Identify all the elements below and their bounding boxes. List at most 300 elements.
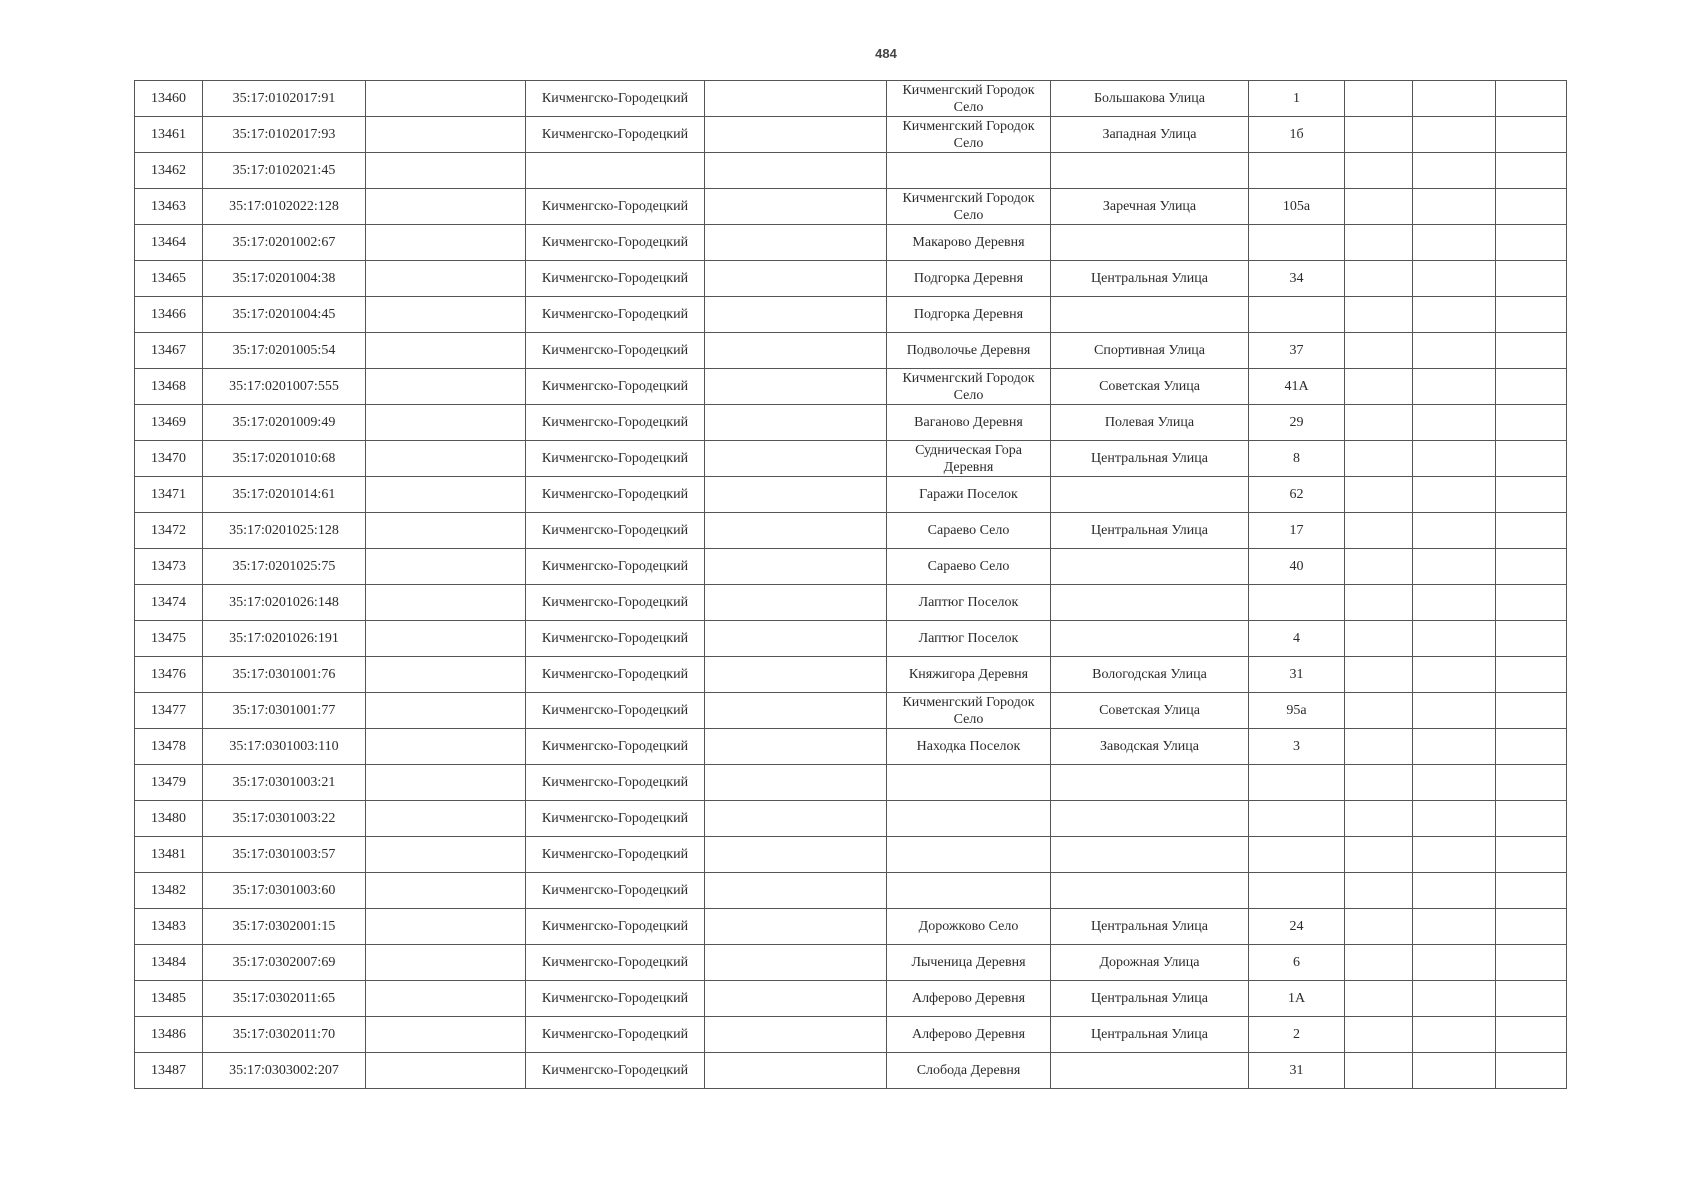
street-cell: Центральная Улица <box>1051 441 1249 477</box>
empty-cell-a <box>366 333 526 369</box>
district-cell: Кичменгско-Городецкий <box>526 1053 705 1089</box>
street-cell: Заводская Улица <box>1051 729 1249 765</box>
empty-cell-c <box>1345 405 1413 441</box>
empty-cell-e <box>1496 549 1567 585</box>
row-number-cell: 13471 <box>135 477 203 513</box>
house-number-cell: 3 <box>1249 729 1345 765</box>
row-number-cell: 13473 <box>135 549 203 585</box>
table-row <box>135 153 1567 189</box>
row-number-cell: 13464 <box>135 225 203 261</box>
empty-cell-e <box>1496 729 1567 765</box>
district-cell: Кичменгско-Городецкий <box>526 261 705 297</box>
empty-cell-d <box>1413 405 1496 441</box>
row-number-cell: 13467 <box>135 333 203 369</box>
empty-cell-e <box>1496 369 1567 405</box>
cadastral-number-cell: 35:17:0102022:128 <box>203 189 366 225</box>
empty-cell-a <box>366 585 526 621</box>
table-body <box>135 81 1567 1089</box>
empty-cell-c <box>1345 117 1413 153</box>
empty-cell-d <box>1413 621 1496 657</box>
empty-cell-a <box>366 909 526 945</box>
cadastral-number-cell: 35:17:0201002:67 <box>203 225 366 261</box>
settlement-cell: Судническая Гора Деревня <box>887 441 1051 477</box>
empty-cell-c <box>1345 837 1413 873</box>
empty-cell-d <box>1413 153 1496 189</box>
empty-cell-e <box>1496 405 1567 441</box>
empty-cell-e <box>1496 1017 1567 1053</box>
empty-cell-d <box>1413 297 1496 333</box>
house-number-cell: 34 <box>1249 261 1345 297</box>
empty-cell-a <box>366 873 526 909</box>
empty-cell-c <box>1345 549 1413 585</box>
house-number-cell: 4 <box>1249 621 1345 657</box>
house-number-cell <box>1249 765 1345 801</box>
district-cell: Кичменгско-Городецкий <box>526 909 705 945</box>
empty-cell-c <box>1345 189 1413 225</box>
street-cell: Вологодская Улица <box>1051 657 1249 693</box>
settlement-cell: Княжигора Деревня <box>887 657 1051 693</box>
empty-cell-a <box>366 729 526 765</box>
empty-cell-e <box>1496 909 1567 945</box>
table-row <box>135 945 1567 981</box>
table-row <box>135 225 1567 261</box>
empty-cell-b <box>705 549 887 585</box>
settlement-cell: Алферово Деревня <box>887 981 1051 1017</box>
empty-cell-b <box>705 1053 887 1089</box>
district-cell: Кичменгско-Городецкий <box>526 189 705 225</box>
empty-cell-d <box>1413 837 1496 873</box>
district-cell: Кичменгско-Городецкий <box>526 441 705 477</box>
street-cell <box>1051 549 1249 585</box>
house-number-cell <box>1249 153 1345 189</box>
cadastral-number-cell: 35:17:0303002:207 <box>203 1053 366 1089</box>
empty-cell-d <box>1413 981 1496 1017</box>
empty-cell-c <box>1345 81 1413 117</box>
empty-cell-c <box>1345 909 1413 945</box>
empty-cell-c <box>1345 621 1413 657</box>
empty-cell-b <box>705 225 887 261</box>
street-cell: Центральная Улица <box>1051 1017 1249 1053</box>
table-row <box>135 513 1567 549</box>
empty-cell-b <box>705 117 887 153</box>
table-row <box>135 657 1567 693</box>
empty-cell-a <box>366 441 526 477</box>
empty-cell-d <box>1413 261 1496 297</box>
empty-cell-d <box>1413 441 1496 477</box>
cadastral-number-cell: 35:17:0102017:91 <box>203 81 366 117</box>
house-number-cell: 95а <box>1249 693 1345 729</box>
settlement-cell: Алферово Деревня <box>887 1017 1051 1053</box>
street-cell <box>1051 621 1249 657</box>
district-cell: Кичменгско-Городецкий <box>526 801 705 837</box>
settlement-cell: Лаптюг Поселок <box>887 585 1051 621</box>
empty-cell-c <box>1345 693 1413 729</box>
empty-cell-d <box>1413 801 1496 837</box>
empty-cell-c <box>1345 153 1413 189</box>
district-cell: Кичменгско-Городецкий <box>526 333 705 369</box>
empty-cell-b <box>705 153 887 189</box>
empty-cell-e <box>1496 621 1567 657</box>
house-number-cell: 8 <box>1249 441 1345 477</box>
empty-cell-d <box>1413 657 1496 693</box>
house-number-cell <box>1249 225 1345 261</box>
empty-cell-b <box>705 81 887 117</box>
street-cell: Центральная Улица <box>1051 513 1249 549</box>
row-number-cell: 13465 <box>135 261 203 297</box>
district-cell: Кичменгско-Городецкий <box>526 1017 705 1053</box>
empty-cell-e <box>1496 981 1567 1017</box>
cadastral-number-cell: 35:17:0201025:75 <box>203 549 366 585</box>
empty-cell-c <box>1345 945 1413 981</box>
empty-cell-b <box>705 189 887 225</box>
row-number-cell: 13466 <box>135 297 203 333</box>
district-cell: Кичменгско-Городецкий <box>526 513 705 549</box>
row-number-cell: 13462 <box>135 153 203 189</box>
empty-cell-a <box>366 693 526 729</box>
empty-cell-e <box>1496 513 1567 549</box>
empty-cell-c <box>1345 297 1413 333</box>
table-row <box>135 801 1567 837</box>
district-cell: Кичменгско-Городецкий <box>526 873 705 909</box>
house-number-cell: 2 <box>1249 1017 1345 1053</box>
empty-cell-b <box>705 909 887 945</box>
empty-cell-c <box>1345 333 1413 369</box>
empty-cell-a <box>366 297 526 333</box>
table-row <box>135 585 1567 621</box>
street-cell <box>1051 585 1249 621</box>
empty-cell-b <box>705 801 887 837</box>
empty-cell-d <box>1413 585 1496 621</box>
table-row <box>135 369 1567 405</box>
empty-cell-d <box>1413 873 1496 909</box>
settlement-cell: Сараево Село <box>887 549 1051 585</box>
table-row <box>135 405 1567 441</box>
empty-cell-a <box>366 225 526 261</box>
district-cell: Кичменгско-Городецкий <box>526 81 705 117</box>
empty-cell-c <box>1345 1053 1413 1089</box>
cadastral-number-cell: 35:17:0201025:128 <box>203 513 366 549</box>
cadastral-number-cell: 35:17:0201014:61 <box>203 477 366 513</box>
district-cell: Кичменгско-Городецкий <box>526 369 705 405</box>
settlement-cell: Находка Поселок <box>887 729 1051 765</box>
settlement-cell: Ваганово Деревня <box>887 405 1051 441</box>
table-row <box>135 729 1567 765</box>
district-cell: Кичменгско-Городецкий <box>526 765 705 801</box>
empty-cell-d <box>1413 945 1496 981</box>
street-cell <box>1051 1053 1249 1089</box>
street-cell: Спортивная Улица <box>1051 333 1249 369</box>
district-cell: Кичменгско-Городецкий <box>526 549 705 585</box>
street-cell: Большакова Улица <box>1051 81 1249 117</box>
empty-cell-a <box>366 549 526 585</box>
cadastral-number-cell: 35:17:0301001:77 <box>203 693 366 729</box>
table-row <box>135 1017 1567 1053</box>
house-number-cell: 31 <box>1249 1053 1345 1089</box>
empty-cell-d <box>1413 333 1496 369</box>
house-number-cell: 24 <box>1249 909 1345 945</box>
table-row <box>135 261 1567 297</box>
cadastral-number-cell: 35:17:0301003:57 <box>203 837 366 873</box>
table-row <box>135 765 1567 801</box>
settlement-cell <box>887 765 1051 801</box>
empty-cell-c <box>1345 477 1413 513</box>
house-number-cell <box>1249 873 1345 909</box>
row-number-cell: 13470 <box>135 441 203 477</box>
house-number-cell: 40 <box>1249 549 1345 585</box>
district-cell: Кичменгско-Городецкий <box>526 585 705 621</box>
empty-cell-d <box>1413 549 1496 585</box>
district-cell: Кичменгско-Городецкий <box>526 117 705 153</box>
street-cell <box>1051 477 1249 513</box>
cadastral-number-cell: 35:17:0201010:68 <box>203 441 366 477</box>
district-cell: Кичменгско-Городецкий <box>526 405 705 441</box>
empty-cell-c <box>1345 441 1413 477</box>
settlement-cell: Кичменгский Городок Село <box>887 117 1051 153</box>
house-number-cell: 1 <box>1249 81 1345 117</box>
house-number-cell <box>1249 801 1345 837</box>
empty-cell-a <box>366 945 526 981</box>
empty-cell-d <box>1413 117 1496 153</box>
cadastral-number-cell: 35:17:0302001:15 <box>203 909 366 945</box>
settlement-cell: Лыченица Деревня <box>887 945 1051 981</box>
page-number: 484 <box>875 46 897 61</box>
district-cell: Кичменгско-Городецкий <box>526 945 705 981</box>
house-number-cell: 29 <box>1249 405 1345 441</box>
row-number-cell: 13486 <box>135 1017 203 1053</box>
district-cell: Кичменгско-Городецкий <box>526 729 705 765</box>
table-row <box>135 981 1567 1017</box>
empty-cell-e <box>1496 297 1567 333</box>
empty-cell-e <box>1496 801 1567 837</box>
street-cell: Советская Улица <box>1051 693 1249 729</box>
district-cell <box>526 153 705 189</box>
street-cell: Полевая Улица <box>1051 405 1249 441</box>
cadastral-number-cell: 35:17:0301001:76 <box>203 657 366 693</box>
empty-cell-e <box>1496 441 1567 477</box>
cadastral-number-cell: 35:17:0301003:60 <box>203 873 366 909</box>
empty-cell-b <box>705 945 887 981</box>
empty-cell-d <box>1413 729 1496 765</box>
house-number-cell: 41А <box>1249 369 1345 405</box>
street-cell: Советская Улица <box>1051 369 1249 405</box>
cadastral-number-cell: 35:17:0201007:555 <box>203 369 366 405</box>
settlement-cell: Кичменгский Городок Село <box>887 189 1051 225</box>
empty-cell-b <box>705 441 887 477</box>
house-number-cell: 17 <box>1249 513 1345 549</box>
settlement-cell: Дорожково Село <box>887 909 1051 945</box>
empty-cell-b <box>705 621 887 657</box>
table-row <box>135 477 1567 513</box>
street-cell <box>1051 225 1249 261</box>
cadastral-number-cell: 35:17:0201026:191 <box>203 621 366 657</box>
empty-cell-b <box>705 513 887 549</box>
house-number-cell: 62 <box>1249 477 1345 513</box>
house-number-cell: 37 <box>1249 333 1345 369</box>
empty-cell-e <box>1496 261 1567 297</box>
empty-cell-a <box>366 369 526 405</box>
empty-cell-b <box>705 369 887 405</box>
empty-cell-a <box>366 117 526 153</box>
empty-cell-b <box>705 333 887 369</box>
cadastral-number-cell: 35:17:0201009:49 <box>203 405 366 441</box>
row-number-cell: 13479 <box>135 765 203 801</box>
empty-cell-e <box>1496 333 1567 369</box>
district-cell: Кичменгско-Городецкий <box>526 477 705 513</box>
table-row <box>135 189 1567 225</box>
empty-cell-a <box>366 189 526 225</box>
empty-cell-b <box>705 585 887 621</box>
empty-cell-e <box>1496 765 1567 801</box>
empty-cell-b <box>705 1017 887 1053</box>
table-row <box>135 441 1567 477</box>
empty-cell-e <box>1496 189 1567 225</box>
empty-cell-e <box>1496 81 1567 117</box>
empty-cell-a <box>366 981 526 1017</box>
empty-cell-e <box>1496 837 1567 873</box>
table-row <box>135 909 1567 945</box>
cadastral-number-cell: 35:17:0201004:38 <box>203 261 366 297</box>
settlement-cell: Кичменгский Городок Село <box>887 369 1051 405</box>
settlement-cell <box>887 801 1051 837</box>
table-row <box>135 297 1567 333</box>
row-number-cell: 13477 <box>135 693 203 729</box>
empty-cell-c <box>1345 369 1413 405</box>
empty-cell-b <box>705 693 887 729</box>
cadastral-number-cell: 35:17:0201004:45 <box>203 297 366 333</box>
house-number-cell: 105а <box>1249 189 1345 225</box>
empty-cell-a <box>366 801 526 837</box>
empty-cell-a <box>366 837 526 873</box>
cadastral-number-cell: 35:17:0201026:148 <box>203 585 366 621</box>
settlement-cell: Слобода Деревня <box>887 1053 1051 1089</box>
district-cell: Кичменгско-Городецкий <box>526 657 705 693</box>
empty-cell-d <box>1413 225 1496 261</box>
empty-cell-e <box>1496 225 1567 261</box>
row-number-cell: 13482 <box>135 873 203 909</box>
settlement-cell: Сараево Село <box>887 513 1051 549</box>
empty-cell-b <box>705 477 887 513</box>
table-row <box>135 117 1567 153</box>
empty-cell-e <box>1496 873 1567 909</box>
house-number-cell <box>1249 297 1345 333</box>
house-number-cell: 31 <box>1249 657 1345 693</box>
empty-cell-d <box>1413 909 1496 945</box>
empty-cell-a <box>366 1053 526 1089</box>
district-cell: Кичменгско-Городецкий <box>526 693 705 729</box>
empty-cell-e <box>1496 693 1567 729</box>
row-number-cell: 13460 <box>135 81 203 117</box>
cadastral-number-cell: 35:17:0302011:70 <box>203 1017 366 1053</box>
table-row <box>135 549 1567 585</box>
empty-cell-c <box>1345 801 1413 837</box>
empty-cell-c <box>1345 585 1413 621</box>
street-cell: Центральная Улица <box>1051 909 1249 945</box>
settlement-cell <box>887 873 1051 909</box>
row-number-cell: 13480 <box>135 801 203 837</box>
street-cell <box>1051 801 1249 837</box>
empty-cell-a <box>366 405 526 441</box>
row-number-cell: 13468 <box>135 369 203 405</box>
table-row <box>135 873 1567 909</box>
empty-cell-a <box>366 153 526 189</box>
empty-cell-a <box>366 765 526 801</box>
empty-cell-c <box>1345 1017 1413 1053</box>
street-cell <box>1051 765 1249 801</box>
row-number-cell: 13463 <box>135 189 203 225</box>
row-number-cell: 13481 <box>135 837 203 873</box>
house-number-cell <box>1249 585 1345 621</box>
row-number-cell: 13469 <box>135 405 203 441</box>
table-row <box>135 1053 1567 1089</box>
empty-cell-e <box>1496 1053 1567 1089</box>
settlement-cell: Подволочье Деревня <box>887 333 1051 369</box>
cadastral-number-cell: 35:17:0302011:65 <box>203 981 366 1017</box>
empty-cell-c <box>1345 873 1413 909</box>
house-number-cell <box>1249 837 1345 873</box>
cadastral-number-cell: 35:17:0301003:110 <box>203 729 366 765</box>
cadastral-number-cell: 35:17:0102021:45 <box>203 153 366 189</box>
street-cell: Центральная Улица <box>1051 261 1249 297</box>
row-number-cell: 13484 <box>135 945 203 981</box>
cadastral-number-cell: 35:17:0301003:22 <box>203 801 366 837</box>
row-number-cell: 13487 <box>135 1053 203 1089</box>
settlement-cell <box>887 837 1051 873</box>
table-row <box>135 837 1567 873</box>
house-number-cell: 1А <box>1249 981 1345 1017</box>
empty-cell-a <box>366 513 526 549</box>
row-number-cell: 13476 <box>135 657 203 693</box>
settlement-cell: Гаражи Поселок <box>887 477 1051 513</box>
table-row <box>135 333 1567 369</box>
empty-cell-c <box>1345 765 1413 801</box>
street-cell <box>1051 297 1249 333</box>
cadastral-number-cell: 35:17:0102017:93 <box>203 117 366 153</box>
empty-cell-b <box>705 657 887 693</box>
empty-cell-d <box>1413 1017 1496 1053</box>
cadastral-number-cell: 35:17:0201005:54 <box>203 333 366 369</box>
empty-cell-a <box>366 477 526 513</box>
district-cell: Кичменгско-Городецкий <box>526 225 705 261</box>
empty-cell-e <box>1496 945 1567 981</box>
row-number-cell: 13478 <box>135 729 203 765</box>
settlement-cell: Макарово Деревня <box>887 225 1051 261</box>
empty-cell-d <box>1413 765 1496 801</box>
empty-cell-d <box>1413 513 1496 549</box>
district-cell: Кичменгско-Городецкий <box>526 837 705 873</box>
row-number-cell: 13485 <box>135 981 203 1017</box>
settlement-cell: Подгорка Деревня <box>887 261 1051 297</box>
settlement-cell: Подгорка Деревня <box>887 297 1051 333</box>
street-cell: Дорожная Улица <box>1051 945 1249 981</box>
row-number-cell: 13475 <box>135 621 203 657</box>
cadastral-number-cell: 35:17:0301003:21 <box>203 765 366 801</box>
empty-cell-b <box>705 729 887 765</box>
district-cell: Кичменгско-Городецкий <box>526 621 705 657</box>
empty-cell-d <box>1413 1053 1496 1089</box>
empty-cell-b <box>705 261 887 297</box>
empty-cell-b <box>705 873 887 909</box>
row-number-cell: 13472 <box>135 513 203 549</box>
row-number-cell: 13474 <box>135 585 203 621</box>
empty-cell-a <box>366 1017 526 1053</box>
settlement-cell: Кичменгский Городок Село <box>887 693 1051 729</box>
cadastral-number-cell: 35:17:0302007:69 <box>203 945 366 981</box>
empty-cell-d <box>1413 477 1496 513</box>
empty-cell-d <box>1413 189 1496 225</box>
street-cell <box>1051 837 1249 873</box>
district-cell: Кичменгско-Городецкий <box>526 981 705 1017</box>
street-cell <box>1051 153 1249 189</box>
